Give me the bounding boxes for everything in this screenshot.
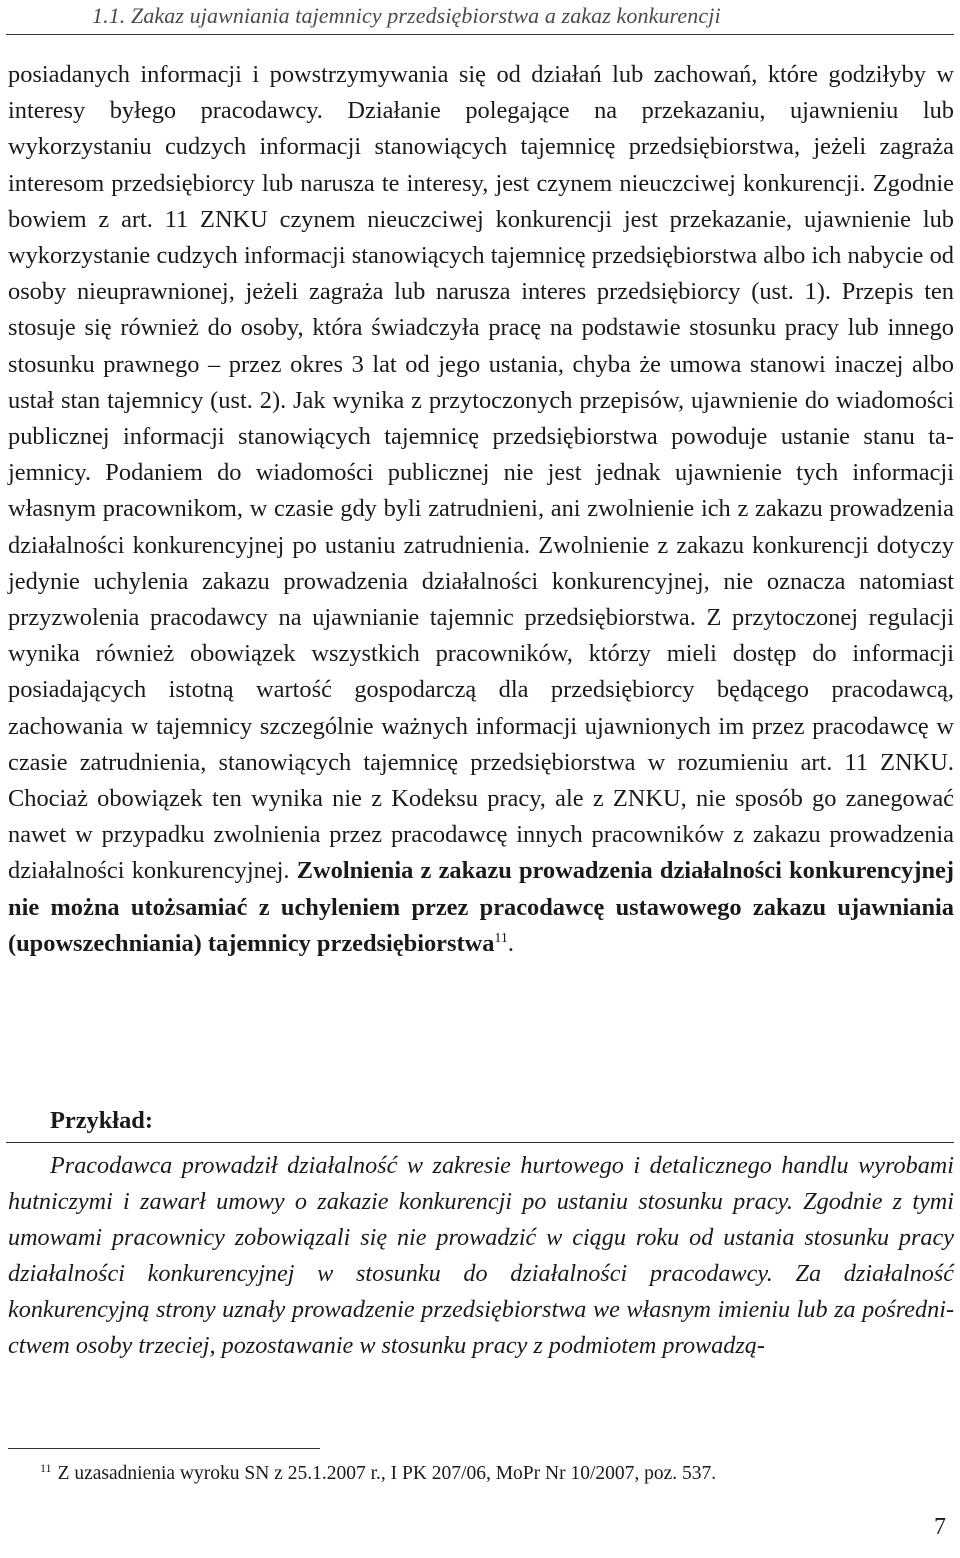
header-divider: [6, 34, 954, 35]
example-paragraph: Pracodawca prowadził działalność w zakresie hurtowego i detalicznego handlu wyrobami hutniczymi i zawarł umowy o zakazie konkurencji po ustaniu stosunku pracy. Zgodnie z tymi umowami pracownicy zobowiązali się nie prowadzić w ciągu roku od ustania stosunku pracy działalności konkurencyjnej w stosunku do działalności pracodawcy. Za działalność konkurencyjną strony uznały prowadzenie przedsiębiorstwa we własnym imieniu lub za pośrednictwem osoby trzeciej, pozostawanie w stosunku pracy z podmiotem prowadzą-: [8, 1152, 954, 1360]
main-paragraph: [8, 57, 954, 962]
main-paragraph-end: .: [507, 929, 515, 957]
example-divider: [6, 1142, 954, 1143]
footnote-number: 11: [40, 1461, 52, 1475]
example-heading: Przykład:: [50, 1107, 153, 1134]
footnote-text: Z uzasadnienia wyroku SN z 25.1.2007 r., I PK 207/06, MoPr Nr 10/2007, poz. 537.: [57, 1463, 717, 1484]
page-number: 7: [934, 1514, 946, 1540]
main-paragraph-text: posiadanych informacji i powstrzymywania się od działań lub zachowań, które godziłyby w interesy byłego pracodawcy. Działanie polegające na przekazaniu, ujawnieniu lub wykorzystaniu cudzych informacji stanowiących tajemnicę przedsiębiorstwa, jeżeli zagraża interesom przedsiębiorcy lub narusza te interesy, jest czynem nieuczciwej konkurencji. Zgodnie bowiem z art. 11 ZNKU czynem nieuczciwej konkurencji jest przekazanie, ujawnienie lub wykorzystanie cudzych informacji stanowiących tajemnicę przedsiębiorstwa albo ich nabycie od osoby nieuprawnionej, jeżeli zagraża lub narusza interes przedsiębiorcy (ust. 1). Przepis ten stosuje się również do osoby, która świadczyła pracę na podstawie stosunku pracy lub innego stosunku prawnego – przez okres 3 lat od jego ustania, chyba że umowa stanowi inaczej albo ustał stan tajemnicy (ust. 2). Jak wynika z przytoczonych przepisów, ujawnienie do wiadomości publicznej informacji stanowiących tajemnicę przedsiębiorstwa powoduje ustanie stanu tajemnicy. Podaniem do wiadomości publicznej nie jest jednak ujawnienie tych informacji własnym pracownikom, w czasie gdy byli zatrudnieni, ani zwolnienie ich z zakazu prowadzenia działalności konkurencyjnej po ustaniu zatrudnienia. Zwolnienie z zakazu konkurencji dotyczy jedynie uchylenia zakazu prowadzenia działalności konkurencyjnej, nie oznacza natomiast przyzwolenia pracodawcy na ujawnianie tajemnic przedsiębiorstwa. Z przytoczonej regulacji wynika również obowiązek wszystkich pracowników, którzy mieli dostęp do informacji posiadających istotną wartość gospodarczą dla przedsiębiorcy będącego pracodawcą, zachowania w tajemnicy szczególnie ważnych informacji ujawnionych im przez pracodawcę w czasie zatrudnienia, stanowiących tajemnicę przedsiębiorstwa w rozumieniu art. 11 ZNKU. Chociaż obowiązek ten wynika nie z Kodeksu pracy, ale z ZNKU, nie sposób go zanegować nawet w przypadku zwolnienia przez pracodawcę innych pracowników z zakazu prowadzenia działalności konkurencyjnej.: [8, 61, 954, 885]
bold-statement: Zwolnienia z zakazu prowadzenia działalności konkurencyjnej nie można utożsamiać z uchyleniem przez pracodawcę ustawowego zakazu ujawniania (upowszechniania) tajemnicy przedsiębiorstwa: [8, 857, 954, 957]
footnote-reference[interactable]: 11: [494, 930, 508, 946]
footnote: [40, 1463, 940, 1485]
running-header: 1.1. Zakaz ujawniania tajemnicy przedsiębiorstwa a zakaz konkurencji: [92, 3, 721, 28]
footnote-divider: [8, 1448, 320, 1449]
